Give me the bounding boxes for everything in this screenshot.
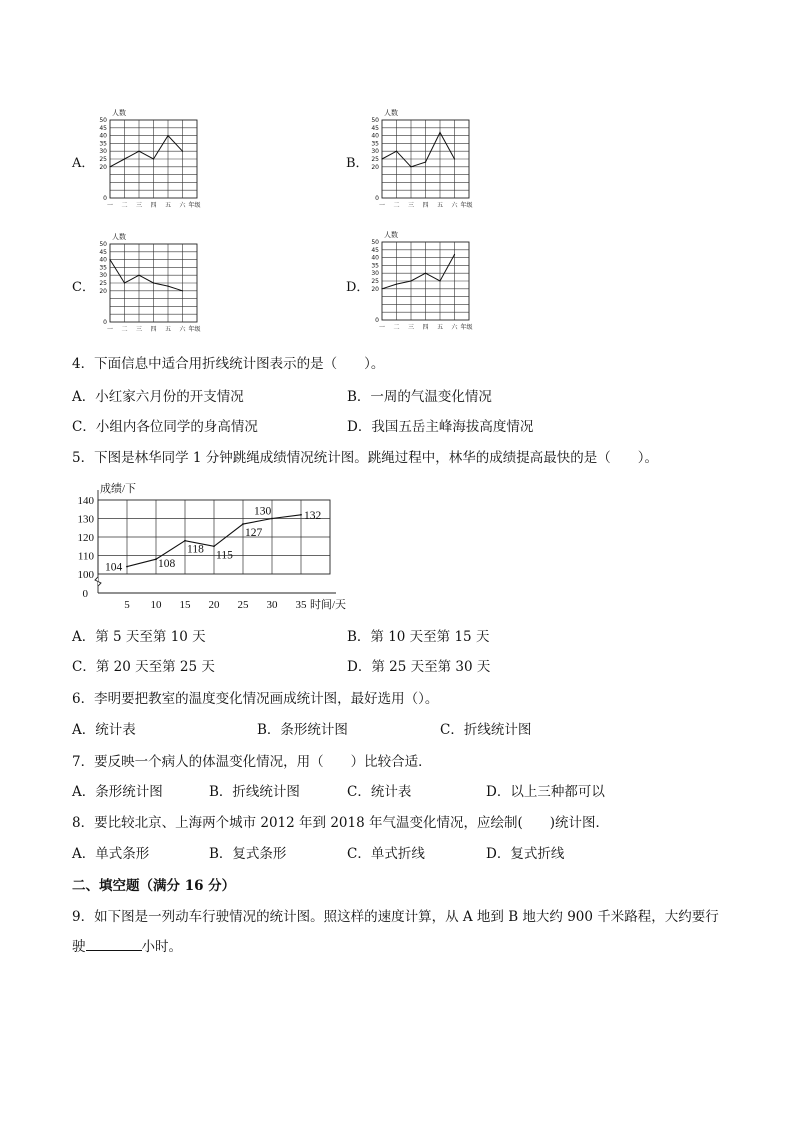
data-point <box>124 158 125 159</box>
q7-option-b: B．折线统计图 <box>209 784 300 800</box>
data-point <box>439 132 440 133</box>
data-point <box>454 158 455 159</box>
y-tick-label: 35 <box>99 140 107 148</box>
x-tick-label: 三 <box>135 326 143 333</box>
y-tick-label: 100 <box>77 569 94 581</box>
y-tick-label: 45 <box>371 246 379 254</box>
y-tick-label: 25 <box>99 156 107 163</box>
data-point <box>155 558 157 560</box>
data-point <box>184 540 186 542</box>
q4-option-d: D．我国五岳主峰海拔高度情况 <box>347 419 534 435</box>
y-tick-label: 50 <box>99 117 107 124</box>
series-line <box>382 132 455 166</box>
q3-option-b-label: B． <box>346 156 369 171</box>
y-tick-label: 50 <box>371 239 379 246</box>
x-tick-label: 5 <box>124 599 130 611</box>
data-label: 108 <box>158 558 176 571</box>
x-tick-label: 20 <box>208 599 220 611</box>
x-tick-label: 六 <box>451 202 458 209</box>
x-tick-label: 五 <box>436 324 444 331</box>
q8-option-a: A．单式条形 <box>72 846 150 862</box>
x-tick-label: 二 <box>121 326 128 333</box>
x-tick-label: 二 <box>121 202 128 209</box>
data-point <box>126 566 128 568</box>
y-tick-label: 30 <box>99 272 107 280</box>
data-point <box>182 290 183 291</box>
y-tick-label: 120 <box>77 532 94 544</box>
data-point <box>167 135 168 136</box>
q3-option-a-label: A． <box>72 156 95 171</box>
y-tick-label: 50 <box>371 117 379 124</box>
q9-line2-pre: 驶 <box>72 939 86 955</box>
q5-option-b: B．第 10 天至第 15 天 <box>347 629 490 645</box>
x-axis-title: 年级 <box>460 202 473 209</box>
x-tick-label: 二 <box>393 324 400 331</box>
y-tick-label: 45 <box>99 248 107 256</box>
y-tick-label: 35 <box>371 140 379 148</box>
x-axis-title: 年级 <box>188 202 201 209</box>
data-point <box>182 151 183 152</box>
data-point <box>109 259 110 260</box>
q4-option-a: A．小红家六月份的开支情况 <box>72 389 244 405</box>
x-tick-label: 一 <box>378 202 386 209</box>
data-point <box>138 151 139 152</box>
y-tick-label: 20 <box>99 287 107 295</box>
x-tick-label: 一 <box>106 326 114 333</box>
x-tick-label: 15 <box>179 599 191 611</box>
q5-option-d: D．第 25 天至第 30 天 <box>347 659 491 675</box>
series-line <box>382 254 455 288</box>
y-tick-label: 0 <box>103 195 107 202</box>
q9-line2 <box>72 935 182 955</box>
data-point <box>138 275 139 276</box>
q6-option-b: B．条形统计图 <box>257 722 348 738</box>
y-tick-label: 0 <box>375 317 379 324</box>
chart-b <box>360 104 510 214</box>
data-point <box>396 284 397 285</box>
y-axis-title: 人数 <box>384 109 398 117</box>
data-point <box>381 158 382 159</box>
y-tick-label: 35 <box>99 264 107 272</box>
q4-option-c: C．小组内各位同学的身高情况 <box>72 419 258 435</box>
x-tick-label: 四 <box>150 326 157 333</box>
x-tick-label: 25 <box>237 599 249 611</box>
data-point <box>124 282 125 283</box>
q8-option-d: D．复式折线 <box>486 846 565 862</box>
data-point <box>454 254 455 255</box>
q5-option-a: A．第 5 天至第 10 天 <box>72 629 206 645</box>
x-tick-label: 二 <box>393 202 400 209</box>
y-tick-label: 40 <box>371 254 379 262</box>
q9-line2-post: 小时。 <box>141 939 182 955</box>
y-tick-label: 30 <box>99 148 107 156</box>
q6-stem: 6．李明要把教室的温度变化情况画成统计图，最好选用（）。 <box>72 691 439 707</box>
y-tick-label: 40 <box>371 132 379 140</box>
data-point <box>381 288 382 289</box>
data-point <box>425 273 426 274</box>
q8-stem: 8．要比较北京、上海两个城市 2012 年到 2018 年气温变化情况，应绘制( )统计图． <box>72 815 609 831</box>
data-label: 118 <box>187 543 204 556</box>
y-axis-title: 人数 <box>112 233 126 241</box>
x-tick-label: 四 <box>422 202 429 209</box>
q7-stem: 7．要反映一个病人的体温变化情况，用（ ）比较合适． <box>72 754 432 770</box>
q7-option-c: C．统计表 <box>347 784 412 800</box>
q5-option-c: C．第 20 天至第 25 天 <box>72 659 215 675</box>
y-tick-label: 30 <box>371 148 379 156</box>
q7-option-a: A．条形统计图 <box>72 784 163 800</box>
x-tick-label: 五 <box>164 326 172 333</box>
x-tick-label: 四 <box>422 324 429 331</box>
q8-option-b: B．复式条形 <box>209 846 287 862</box>
chart-d <box>360 226 520 338</box>
data-point <box>242 523 244 525</box>
data-point <box>410 280 411 281</box>
axis-break-mark <box>95 577 101 586</box>
chart-a <box>88 104 238 214</box>
q6-option-a: A．统计表 <box>72 722 136 738</box>
y-origin-label: 0 <box>82 588 88 600</box>
q3-option-d-label: D． <box>346 280 370 295</box>
data-label: 130 <box>254 505 272 518</box>
y-tick-label: 50 <box>99 241 107 248</box>
data-label: 104 <box>105 561 123 574</box>
y-tick-label: 30 <box>371 270 379 278</box>
data-label: 132 <box>304 509 322 522</box>
y-tick-label: 130 <box>77 513 94 526</box>
y-tick-label: 45 <box>371 124 379 132</box>
y-tick-label: 140 <box>77 495 94 507</box>
x-tick-label: 五 <box>164 202 172 209</box>
data-point <box>153 282 154 283</box>
x-axis-title: 年级 <box>460 324 473 331</box>
x-tick-label: 35 <box>295 599 307 611</box>
y-tick-label: 40 <box>99 132 107 140</box>
data-point <box>153 158 154 159</box>
x-axis-title: 时间/天 <box>310 599 347 611</box>
y-tick-label: 35 <box>371 262 379 270</box>
data-point <box>213 545 215 547</box>
q3-option-c-label: C． <box>72 280 95 295</box>
data-point <box>439 280 440 281</box>
chart-c <box>88 228 238 338</box>
data-point <box>167 286 168 287</box>
q4-stem: 4．下面信息中适合用折线统计图表示的是（ ）。 <box>72 356 385 372</box>
q9-answer-blank[interactable] <box>86 938 142 951</box>
x-tick-label: 一 <box>106 202 114 209</box>
x-tick-label: 六 <box>451 324 458 331</box>
q9-line1: 9．如下图是一列动车行驶情况的统计图。照这样的速度计算，从 A 地到 B 地大约 900 千米路程，大约要行 <box>72 909 719 925</box>
data-point <box>396 151 397 152</box>
data-point <box>410 166 411 167</box>
y-tick-label: 0 <box>103 319 107 326</box>
y-tick-label: 20 <box>371 163 379 171</box>
y-tick-label: 25 <box>99 280 107 287</box>
x-axis-title: 年级 <box>188 326 201 333</box>
data-label: 115 <box>216 549 233 562</box>
y-tick-label: 0 <box>375 195 379 202</box>
x-tick-label: 五 <box>436 202 444 209</box>
section-2-title: 二、填空题（满分 16 分） <box>72 878 236 894</box>
x-tick-label: 三 <box>407 324 415 331</box>
y-tick-label: 110 <box>77 550 94 563</box>
y-axis-title: 人数 <box>112 109 126 117</box>
y-tick-label: 25 <box>371 278 379 285</box>
y-tick-label: 45 <box>99 124 107 132</box>
data-point <box>300 514 302 516</box>
q7-option-d: D．以上三种都可以 <box>486 784 605 800</box>
q8-option-c: C．单式折线 <box>347 846 425 862</box>
y-tick-label: 40 <box>99 256 107 264</box>
x-tick-label: 10 <box>150 599 162 611</box>
jump-rope-chart <box>62 474 362 614</box>
q5-stem: 5．下图是林华同学 1 分钟跳绳成绩情况统计图。跳绳过程中，林华的成绩提高最快的是（ ）。 <box>72 450 659 466</box>
q4-option-b: B．一周的气温变化情况 <box>347 389 492 405</box>
x-tick-label: 三 <box>135 202 143 209</box>
x-tick-label: 四 <box>150 202 157 209</box>
x-tick-label: 三 <box>407 202 415 209</box>
y-tick-label: 20 <box>371 285 379 293</box>
data-point <box>109 166 110 167</box>
x-tick-label: 30 <box>266 599 278 611</box>
x-tick-label: 六 <box>179 326 186 333</box>
y-axis-title: 人数 <box>384 231 398 239</box>
x-tick-label: 一 <box>378 324 386 331</box>
data-label: 127 <box>245 527 263 540</box>
x-tick-label: 六 <box>179 202 186 209</box>
data-point <box>271 518 273 520</box>
data-point <box>425 162 426 163</box>
q6-option-c: C．折线统计图 <box>440 722 532 738</box>
y-axis-title: 成绩/下 <box>100 483 137 495</box>
y-tick-label: 25 <box>371 156 379 163</box>
y-tick-label: 20 <box>99 163 107 171</box>
